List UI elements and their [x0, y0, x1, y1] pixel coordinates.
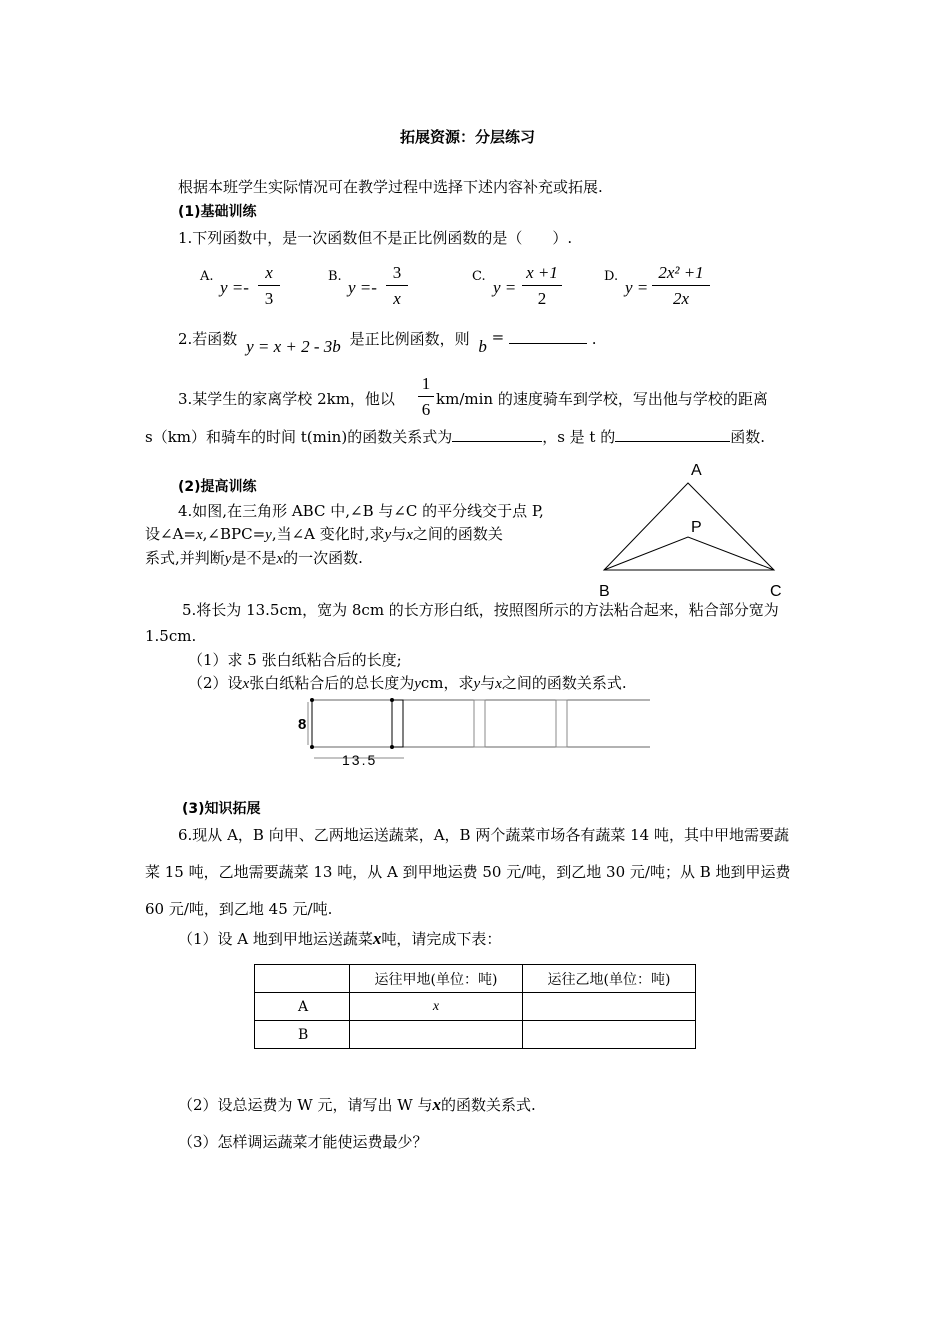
question-6-sub-1: [178, 930, 501, 948]
height-label: 8: [298, 716, 307, 733]
fraction-bar: [386, 285, 408, 286]
option-c-numerator: x +1: [526, 263, 558, 282]
fraction-bar: [652, 285, 710, 286]
intro-text: 根据本班学生实际情况可在教学过程中选择下述内容补充或拓展.: [178, 178, 603, 196]
corner-dot: [310, 745, 314, 749]
question-5-var: x: [242, 676, 250, 692]
question-6-text: （1）设 A 地到甲地运送蔬菜: [178, 930, 373, 948]
option-b-numerator: 3: [392, 263, 402, 282]
option-c-lhs: y =: [493, 278, 517, 297]
point-p-label: P: [691, 519, 702, 536]
question-6-sub-3: （3）怎样调运蔬菜才能使运费最少？: [178, 1133, 428, 1151]
shipping-table: [254, 964, 696, 1049]
question-6-text: （2）设总运费为 W 元，请写出 W 与: [178, 1096, 433, 1114]
table-header-cell: [255, 965, 350, 993]
table-row: [255, 993, 696, 1021]
table-row-label: B: [255, 1021, 350, 1049]
question-3-fraction: [418, 374, 434, 420]
question-5-var: y: [473, 676, 481, 692]
question-6-line-3: 60 元/吨，到乙地 45 元/吨.: [145, 900, 333, 918]
question-3-line-1-pre: 3.某学生的家离学校 2km，他以: [178, 390, 395, 408]
question-4-text: 与: [391, 525, 407, 543]
question-3-line-1-post: km/min 的速度骑车到学校，写出他与学校的距离: [436, 390, 768, 408]
question-3-line-2-b: ，s 是 t 的: [542, 428, 616, 446]
option-b-denominator: x: [393, 289, 401, 308]
table-row: [255, 1021, 696, 1049]
question-3-line-2-c: 函数.: [730, 428, 766, 446]
paper-strip-figure: [290, 690, 660, 770]
question-4-var: x: [406, 527, 413, 543]
question-5-text: 张白纸粘合后的总长度为: [249, 674, 415, 692]
question-6-text: 吨，请完成下表：: [381, 930, 502, 948]
question-6-var: x: [372, 929, 382, 948]
question-4-var: y: [224, 551, 232, 567]
option-a-fraction: [258, 263, 280, 309]
question-1-stem: 1.下列函数中，是一次函数但不是正比例函数的是（ ）.: [178, 229, 573, 247]
table-cell[interactable]: [523, 993, 696, 1021]
question-3-blank-1[interactable]: [452, 441, 542, 442]
question-2-answer-blank[interactable]: [509, 343, 587, 344]
question-4-text: 设∠A=: [145, 525, 196, 543]
option-d-fraction: [652, 263, 710, 309]
question-3-blank-2[interactable]: [615, 441, 730, 442]
option-a-label: A.: [200, 269, 214, 284]
question-4-var: x: [276, 551, 284, 567]
question-6-var: x: [432, 1095, 441, 1114]
overlap-section: [474, 700, 485, 747]
question-4-text: 是不是: [231, 549, 277, 567]
overlap-section: [392, 700, 403, 747]
question-2-pre: 2.若函数: [178, 330, 238, 348]
vertex-c-label: C: [770, 583, 782, 600]
corner-dot: [390, 698, 394, 702]
option-b-fraction: [386, 263, 408, 309]
question-2-expression: y = x + 2 - 3b: [246, 337, 341, 356]
table-cell[interactable]: x: [350, 993, 523, 1021]
table-cell[interactable]: [350, 1021, 523, 1049]
section-improve-heading: (2)提高训练: [178, 479, 257, 495]
overlap-section: [556, 700, 567, 747]
question-2-mid: 是正比例函数，则: [349, 330, 470, 348]
angle-bisectors: [604, 537, 774, 570]
fraction-bar: [258, 285, 280, 286]
question-4-text: 的一次函数.: [283, 549, 363, 567]
question-2-var: b: [478, 337, 487, 356]
option-a-lhs: y =-: [220, 278, 249, 297]
table-cell[interactable]: [523, 1021, 696, 1049]
triangle-figure: [590, 455, 800, 605]
vertex-b-label: B: [599, 583, 610, 600]
question-6-sub-2: [178, 1096, 536, 1114]
option-d-lhs: y =: [625, 278, 649, 297]
vertex-a-label: A: [691, 462, 702, 479]
option-d-numerator: 2x² +1: [658, 263, 704, 282]
question-5-var: y: [414, 676, 421, 692]
table-header-cell: 运往乙地(单位：吨): [523, 965, 696, 993]
question-4-text: 之间的函数关: [412, 525, 503, 543]
question-6-line-1: 6.现从 A，B 向甲、乙两地运送蔬菜，A，B 两个蔬菜市场各有蔬菜 14 吨，其中甲地需要蔬: [178, 826, 789, 844]
question-4-text: ,∠BPC=: [202, 525, 266, 543]
question-4-var: x: [195, 527, 203, 543]
option-b-label: B.: [328, 269, 342, 284]
question-4-var: y: [265, 527, 272, 543]
option-c-denominator: 2: [537, 289, 547, 308]
corner-dot: [310, 698, 314, 702]
question-3-numerator: 1: [421, 374, 431, 393]
option-d-denominator: 2x: [672, 289, 690, 308]
question-4-line-1: 4.如图,在三角形 ABC 中,∠B 与∠C 的平分线交于点 P,: [178, 502, 544, 520]
question-4-line-3: [145, 549, 363, 568]
question-5-text: 之间的函数关系式.: [501, 674, 627, 692]
question-5-line-2: 1.5cm.: [145, 627, 197, 645]
section-extend-heading: (3)知识拓展: [182, 801, 261, 817]
length-label: 13.5: [342, 752, 378, 768]
question-4-text: 系式,并判断: [145, 549, 225, 567]
question-3-line-2: [145, 428, 765, 446]
question-6-line-2: 菜 15 吨，乙地需要蔬菜 13 吨，从 A 到甲地运费 50 元/吨，到乙地 30 元/吨；从 B 地到甲运费: [145, 863, 791, 881]
option-c-fraction: [522, 263, 562, 309]
question-4-line-2: [145, 525, 503, 544]
option-c-label: C.: [472, 269, 486, 284]
table-row-label: A: [255, 993, 350, 1021]
section-basic-heading: (1)基础训练: [178, 204, 257, 220]
question-5-sub-1: （1）求 5 张白纸粘合后的长度;: [188, 651, 402, 669]
question-5-text: （2）设: [188, 674, 243, 692]
fraction-bar: [522, 285, 562, 286]
question-4-text: ,当∠A 变化时,求: [271, 525, 385, 543]
question-5-var: x: [495, 676, 502, 692]
table-header-cell: 运往甲地(单位：吨): [350, 965, 523, 993]
table-header-row: [255, 965, 696, 993]
option-d-label: D.: [604, 269, 619, 284]
question-2-eq: =: [491, 328, 505, 346]
question-5-text: 与: [480, 674, 496, 692]
option-a-numerator: x: [265, 263, 273, 282]
question-2: [178, 328, 597, 356]
fraction-bar: [418, 396, 434, 397]
question-3-line-2-a: s（km）和骑车的时间 t(min)的函数关系式为: [145, 428, 453, 446]
question-5-text: cm，求: [420, 674, 474, 692]
option-a-denominator: 3: [264, 289, 274, 308]
corner-dot: [390, 745, 394, 749]
question-4-var: y: [384, 527, 392, 543]
question-6-text: 的函数关系式.: [440, 1096, 536, 1114]
question-5-line-1: 5.将长为 13.5cm，宽为 8cm 的长方形白纸，按照图所示的方法粘合起来，粘合部分宽为: [182, 601, 779, 619]
question-2-end: .: [591, 330, 597, 348]
question-3-denominator: 6: [421, 400, 431, 419]
triangle-abc: [604, 483, 774, 570]
option-b-lhs: y =-: [348, 278, 377, 297]
page-title: 拓展资源：分层练习: [400, 128, 536, 146]
